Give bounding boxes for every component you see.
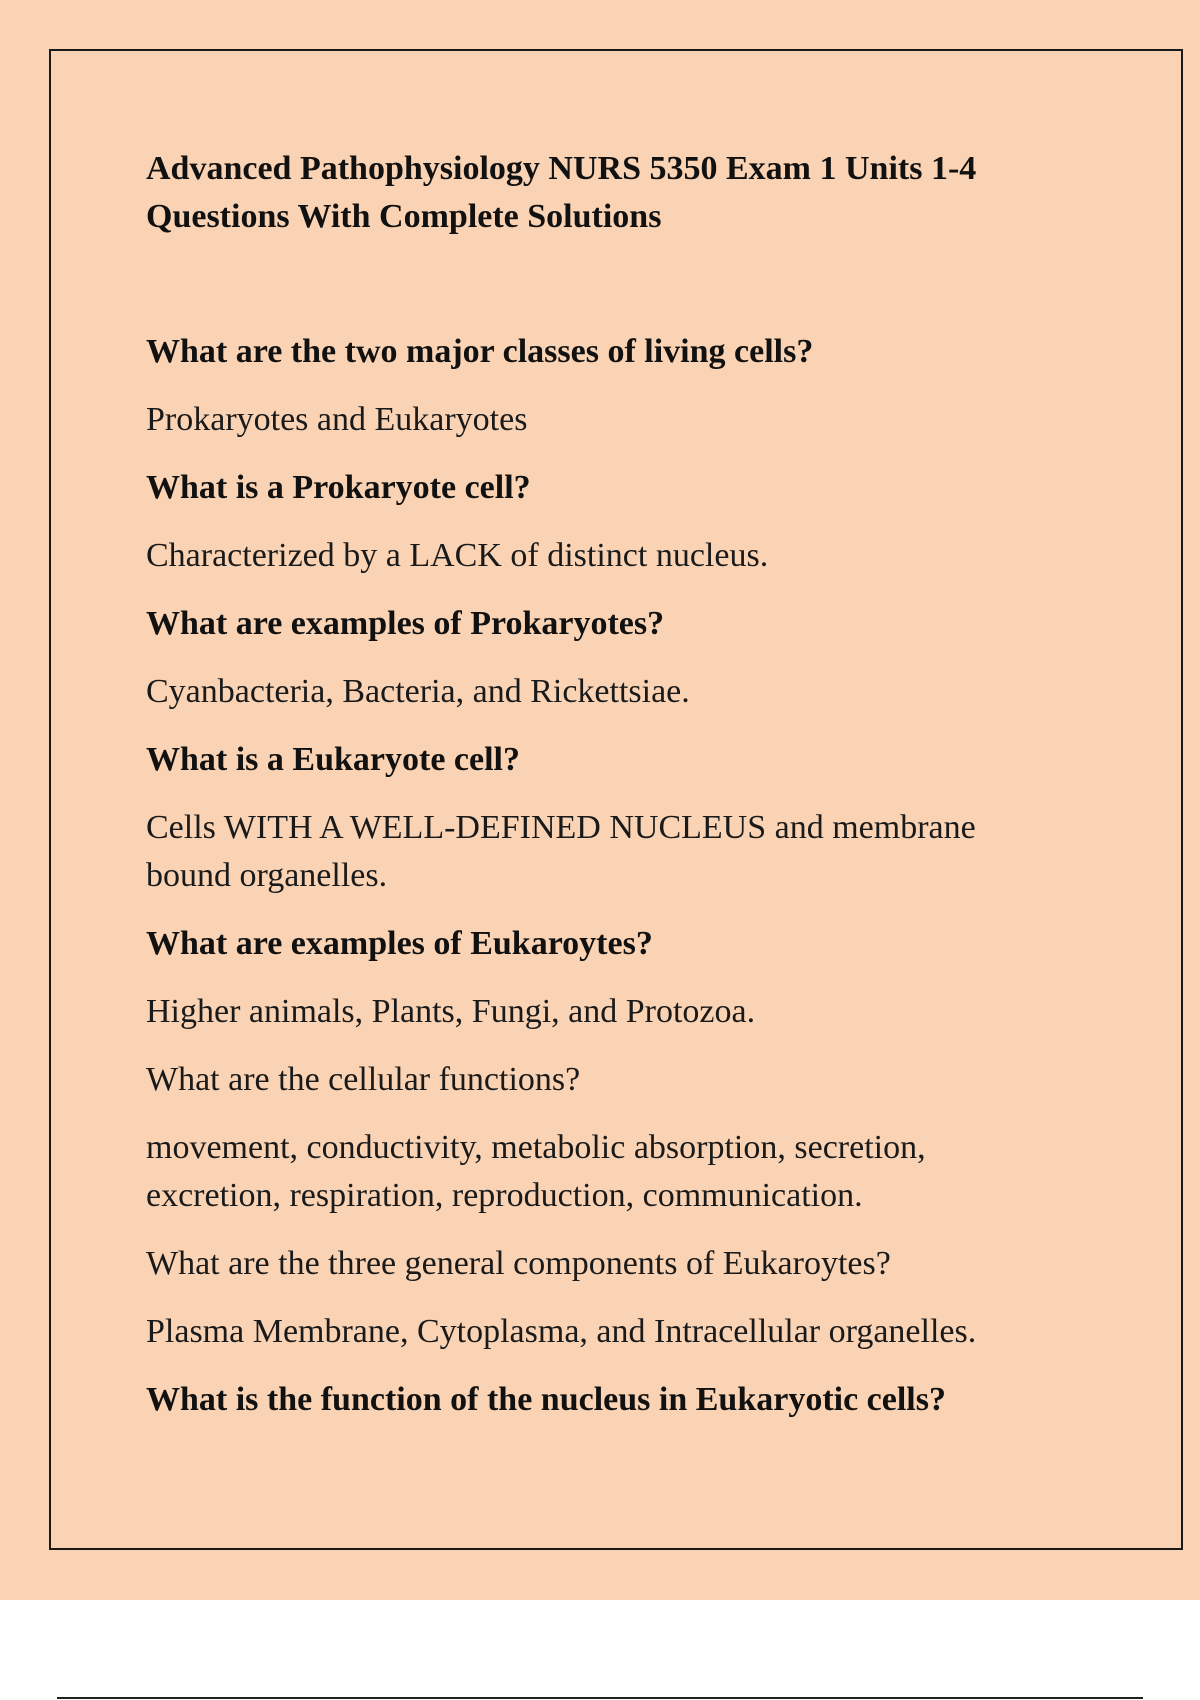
answer-text: Prokaryotes and Eukaryotes <box>146 401 528 438</box>
answer-text: Characterized by a LACK of distinct nucleus. <box>146 537 769 574</box>
question-text: What are the three general components of Eukaroytes? <box>146 1245 891 1282</box>
question-text: What is a Eukaryote cell? <box>146 741 520 778</box>
answer-text: movement, conductivity, metabolic absorption, secretion, excretion, respiration, reproduction, communication. <box>146 1129 926 1214</box>
qa-list <box>146 328 1066 1424</box>
question-text: What are examples of Prokaryotes? <box>146 605 665 642</box>
question-text: What is the function of the nucleus in Eukaryotic cells? <box>146 1381 946 1418</box>
answer-text: Plasma Membrane, Cytoplasma, and Intracellular organelles. <box>146 1313 977 1350</box>
question-text: What are the cellular functions? <box>146 1061 581 1098</box>
footer-divider <box>57 1697 1143 1699</box>
document-content <box>146 145 1066 1444</box>
question-text: What are examples of Eukaroytes? <box>146 925 653 962</box>
document-title: Advanced Pathophysiology NURS 5350 Exam 1 Units 1-4 Questions With Complete Solutions <box>146 150 977 235</box>
answer-text: Cells WITH A WELL-DEFINED NUCLEUS and membrane bound organelles. <box>146 809 976 894</box>
question-text: What is a Prokaryote cell? <box>146 469 531 506</box>
answer-text: Higher animals, Plants, Fungi, and Protozoa. <box>146 993 756 1030</box>
answer-text: Cyanbacteria, Bacteria, and Rickettsiae. <box>146 673 690 710</box>
question-text: What are the two major classes of living cells? <box>146 333 814 370</box>
